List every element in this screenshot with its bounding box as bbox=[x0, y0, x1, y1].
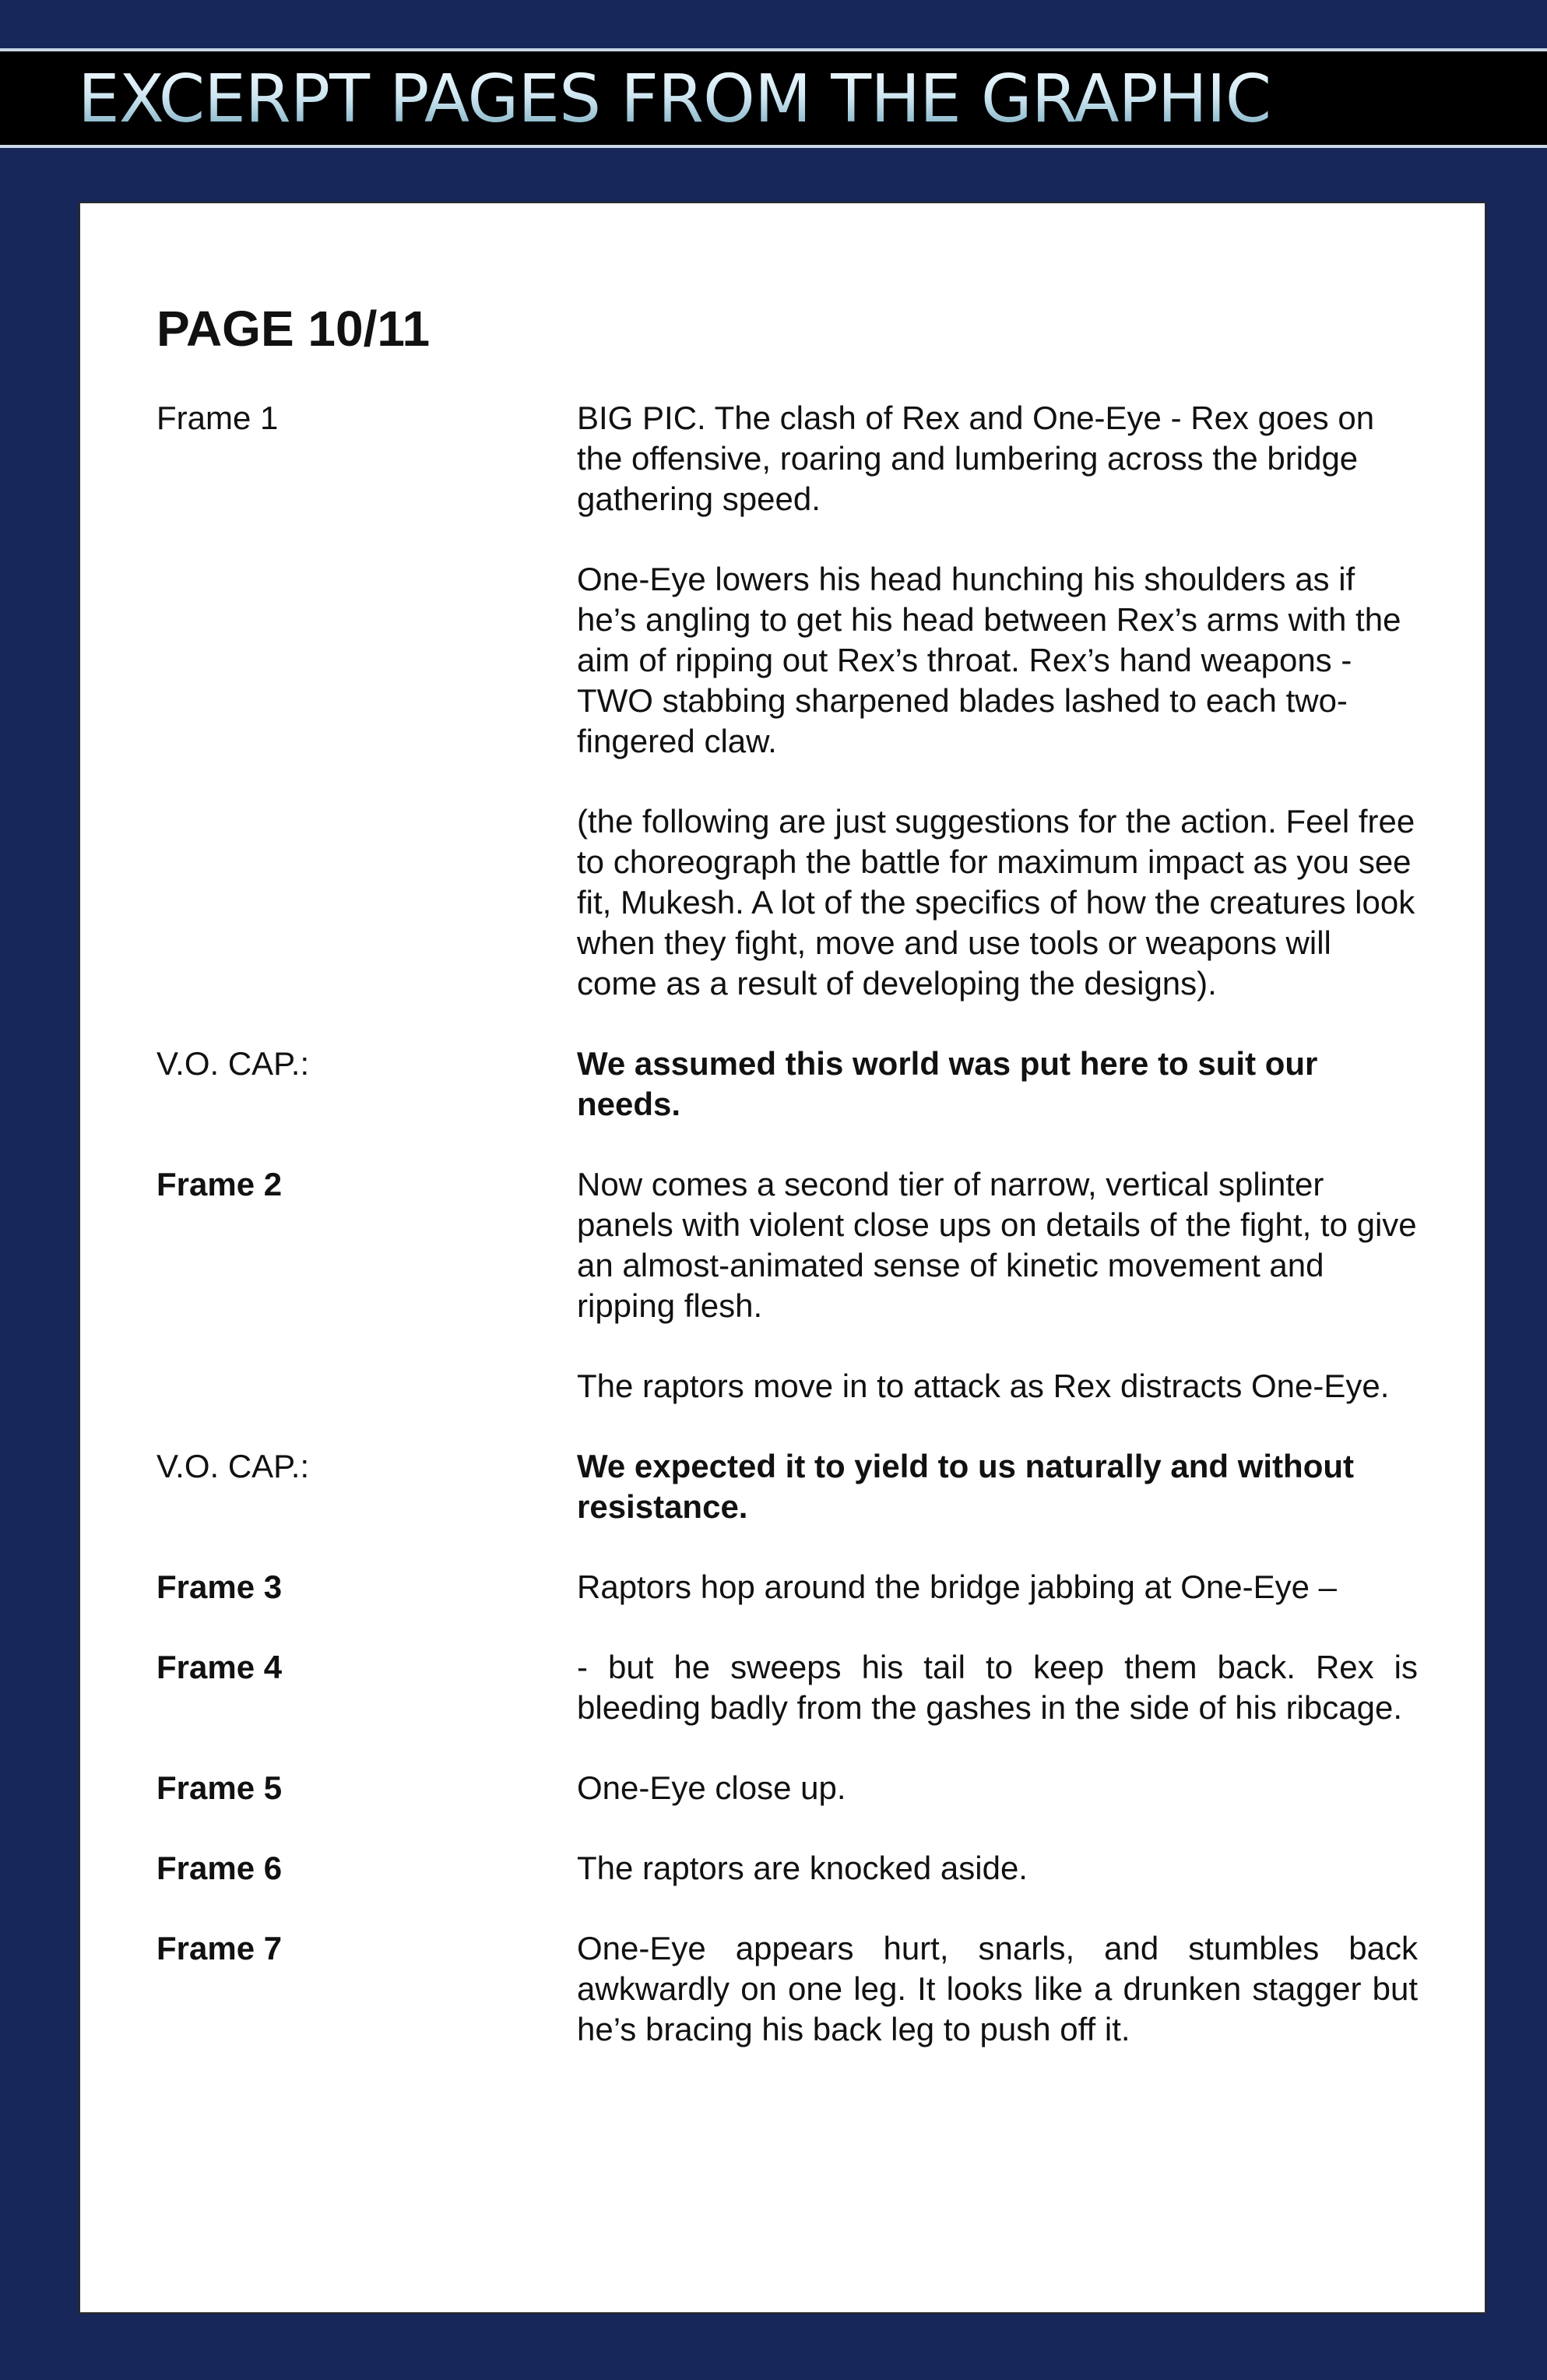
panel-description: Raptors hop around the bridge jabbing at One-Eye – bbox=[577, 1568, 1337, 1605]
header-banner bbox=[0, 48, 1547, 148]
row-content bbox=[577, 1044, 1418, 1125]
panel-description: (the following are just suggestions for the action. Feel free to choreograph the battle for maximum impact as you see fit, Mukesh. A lot of the specifics of how the creatures look when they fight, move and use tools or weapons will come as a result of developing the designs). bbox=[577, 803, 1415, 1002]
row-label: Frame 2 bbox=[156, 1166, 283, 1202]
row-label: Frame 5 bbox=[156, 1769, 283, 1806]
row-label: Frame 6 bbox=[156, 1850, 283, 1886]
row-label: Frame 7 bbox=[156, 1930, 283, 1966]
caption-text: We assumed this world was put here to suit our needs. bbox=[577, 1045, 1318, 1122]
panel-description: BIG PIC. The clash of Rex and One-Eye - Rex goes on the offensive, roaring and lumbering across the bridge gathering speed. bbox=[577, 400, 1375, 517]
script-row-vo-caption-1 bbox=[156, 1044, 1418, 1125]
row-content bbox=[577, 1848, 1418, 1889]
script-row-frame-1 bbox=[156, 398, 1418, 1004]
panel-description: The raptors are knocked aside. bbox=[577, 1850, 1028, 1886]
script-row-frame-2 bbox=[156, 1164, 1418, 1407]
script-row-frame-7 bbox=[156, 1928, 1418, 2050]
panel-description: One-Eye close up. bbox=[577, 1769, 846, 1806]
row-content bbox=[577, 1446, 1418, 1527]
panel-description: One-Eye appears hurt, snarls, and stumbles back awkwardly on one leg. It looks like a drunken stagger but he’s bracing his back leg to push off it. bbox=[577, 1930, 1418, 2047]
script-page bbox=[79, 202, 1486, 2314]
banner-title: EXCERPT PAGES FROM THE GRAPHIC bbox=[78, 61, 1271, 138]
script-row-frame-5 bbox=[156, 1768, 1418, 1808]
script-rows bbox=[156, 398, 1418, 2090]
row-content bbox=[577, 1567, 1418, 1607]
row-content bbox=[577, 1164, 1418, 1407]
row-label: Frame 3 bbox=[156, 1568, 283, 1605]
script-row-vo-caption-2 bbox=[156, 1446, 1418, 1527]
row-label: V.O. CAP.: bbox=[156, 1045, 310, 1082]
panel-description: The raptors move in to attack as Rex distracts One-Eye. bbox=[577, 1368, 1390, 1404]
script-row-frame-4 bbox=[156, 1647, 1418, 1728]
script-row-frame-6 bbox=[156, 1848, 1418, 1889]
panel-description: One-Eye lowers his head hunching his shoulders as if he’s angling to get his head between Rex’s arms with the aim of ripping out Rex’s throat. Rex’s hand weapons - TWO stabbing sharpened blades lashed to each two-fingered claw. bbox=[577, 561, 1401, 759]
panel-description: - but he sweeps his tail to keep them back. Rex is bleeding badly from the gashes in the side of his ribcage. bbox=[577, 1649, 1418, 1726]
row-content bbox=[577, 1928, 1418, 2050]
page-heading: PAGE 10/11 bbox=[156, 301, 431, 357]
row-content bbox=[577, 1647, 1418, 1728]
row-label: Frame 1 bbox=[156, 400, 279, 436]
row-content bbox=[577, 1768, 1418, 1808]
caption-text: We expected it to yield to us naturally and without resistance. bbox=[577, 1448, 1355, 1525]
script-row-frame-3 bbox=[156, 1567, 1418, 1607]
row-content bbox=[577, 398, 1418, 1004]
panel-description: Now comes a second tier of narrow, vertical splinter panels with violent close ups on details of the fight, to give an almost-animated sense of kinetic movement and ripping flesh. bbox=[577, 1166, 1417, 1324]
row-label: V.O. CAP.: bbox=[156, 1448, 310, 1484]
row-label: Frame 4 bbox=[156, 1649, 283, 1685]
